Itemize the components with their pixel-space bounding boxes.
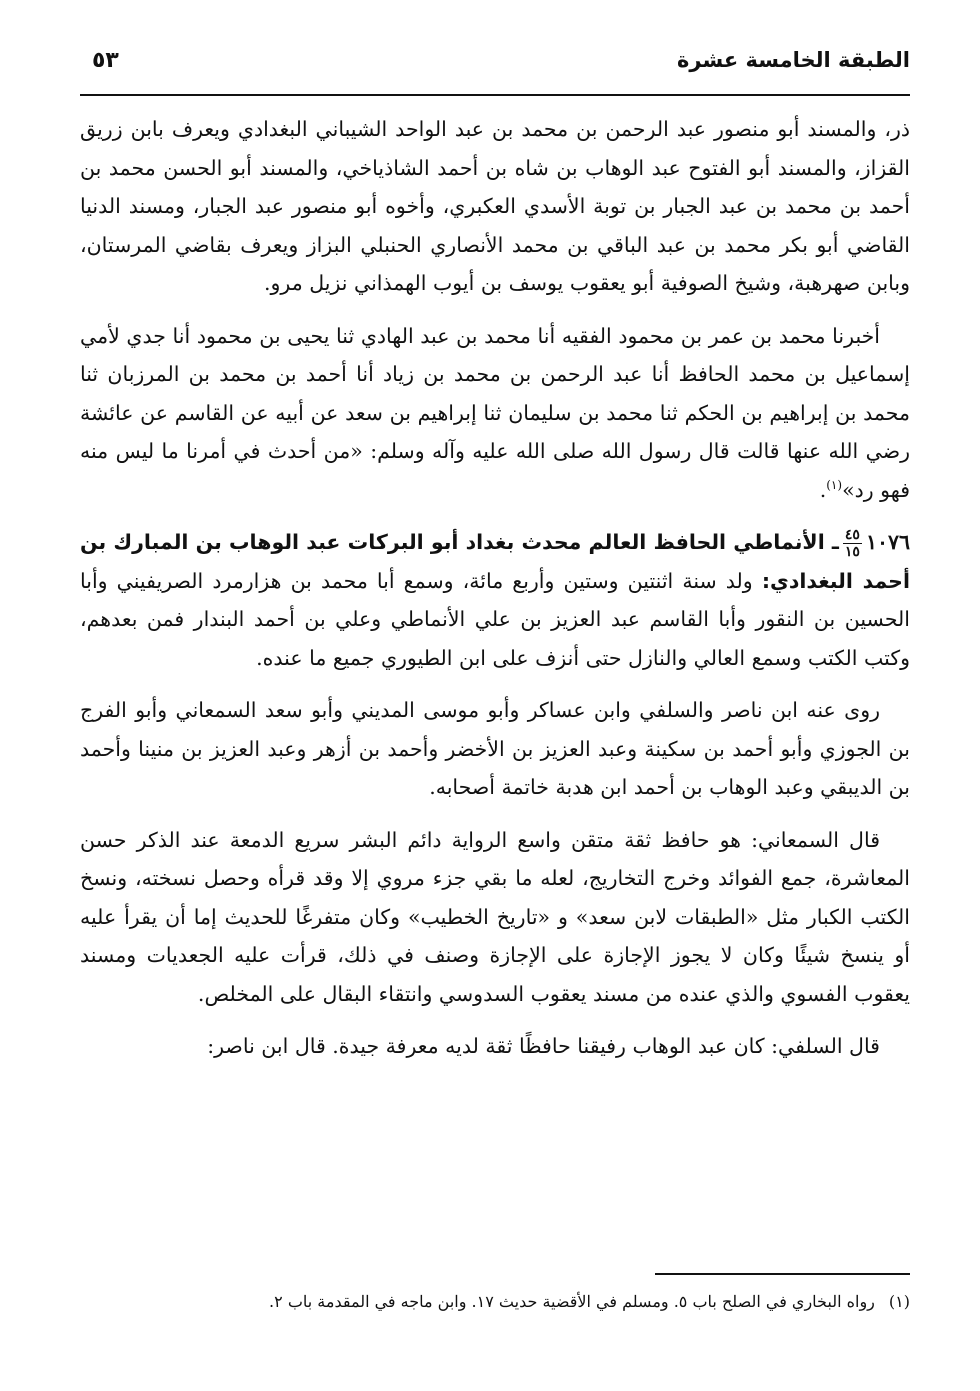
paragraph-6: قال السلفي: كان عبد الوهاب رفيقنا حافظًا ثقة لديه معرفة جيدة. قال ابن ناصر: <box>207 1034 880 1058</box>
body-text <box>80 110 910 1080</box>
paragraph-1: ذر، والمسند أبو منصور عبد الرحمن بن محمد بن عبد الواحد الشيباني البغدادي ويعرف بابن زريق القزاز، والمسند أبو الفتوح عبد الوهاب بن شاه بن أحمد الشاذياخي، والمسند أبو الحسن محمد بن أحمد بن محمد بن عبد الجبار بن توبة الأسدي العكبري، وأخوه أبو منصور عبد الجبار، ومسند الدنيا القاضي أبو بكر محمد بن عبد الباقي بن محمد الأنصاري الحنبلي البزاز ويعرف بقاضي المرستان، وبابن صهرهبة، وشيخ الصوفية أبو يعقوب يوسف بن أيوب الهمذاني نزيل مرو. <box>80 117 910 295</box>
paragraph-2 <box>80 317 910 510</box>
running-title: الطبقة الخامسة عشرة <box>677 48 910 72</box>
paragraph-3: ولد سنة اثنتين وستين وأربع مائة، وسمع أبا محمد بن هزارمرد الصريفيني وأبا الحسين بن النقور وأبا القاسم عبد العزيز بن علي الأنماطي وعلي بن أحمد البندار فمن بعدهم، وكتب الكتب وسمع العالي والنازل حتى أنزف على ابن الطيوري جميع ما عنده. <box>80 568 910 670</box>
page-number: ٥٣ <box>92 48 119 73</box>
paragraph-5: قال السمعاني: هو حافظ ثقة متقن واسع الرواية دائم البشر سريع الدمعة عند الذكر حسن المعاشرة، جمع الفوائد وخرج التخاريج، لعله ما بقي جزء مروي إلا وقد قرأه وحصل نسخته، ونسخ الكتب الكبار مثل «الطبقات لابن سعد» و «تاريخ الخطيب» وكان متفرغًا للحديث إما أن يقرأ عليه أو ينسخ شيئًا وكان لا يجوز الإجازة على الإجازة وصنف في ذلك، قرأت عليه الجعديات ومسند يعقوب الفسوي والذي عنده من مسند يعقوب السدوسي وانتقاء البقال على المخلص. <box>80 827 910 1006</box>
footnote <box>80 1288 910 1316</box>
entry-fraction <box>843 527 862 560</box>
book-page <box>80 40 910 1360</box>
entry-paragraph <box>80 523 910 677</box>
entry-fraction-numerator: ٤٥ <box>844 527 860 543</box>
footnote-reference[interactable]: (١) <box>826 477 843 492</box>
footnote-marker: (١) <box>888 1292 910 1311</box>
paragraph-4: روى عنه ابن ناصر والسلفي وابن عساكر وأبو موسى المديني وأبو سعد السمعاني وأبو الفرج بن الجوزي وأبو أحمد بن سكينة وعبد العزيز بن الأخضر وأحمد بن أزهر وعبد العزيز بن منينا وأحمد بن الديبقي وعبد الوهاب بن أحمد ابن هدبة خاتمة أصحابه. <box>80 698 910 799</box>
footnote-rule <box>655 1273 910 1275</box>
header-rule <box>80 94 910 96</box>
page-header <box>80 40 910 90</box>
paragraph-2-end: . <box>819 477 827 502</box>
entry-heading: ـ الأنماطي الحافظ العالم محدث بغداد أبو البركات عبد الوهاب بن المبارك بن أحمد البغدادي: <box>80 530 910 593</box>
entry-fraction-denominator: ١٥ <box>844 544 860 560</box>
entry-number: ١٠٧٦ <box>865 530 910 554</box>
footnote-text: رواه البخاري في الصلح باب ٥. ومسلم في الأقضية حديث ١٧. وابن ماجه في المقدمة باب ٢. <box>269 1292 875 1311</box>
paragraph-2-text: أخبرنا محمد بن عمر بن محمود الفقيه أنا محمد بن عبد الهادي ثنا يحيى بن محمود أنا جدي لأمي إسماعيل بن محمد الحافظ أنا عبد الرحمن بن محمد بن زياد أنا أحمد بن محمد بن المرزبان ثنا محمد بن إبراهيم بن الحكم ثنا محمد بن سليمان ثنا إبراهيم بن سعد عن أبيه عن القاسم عن عائشة رضي الله عنها قالت قال رسول الله صلى الله عليه وآله وسلم: «من أحدث في أمرنا ما ليس منه فهو رد» <box>80 323 910 502</box>
